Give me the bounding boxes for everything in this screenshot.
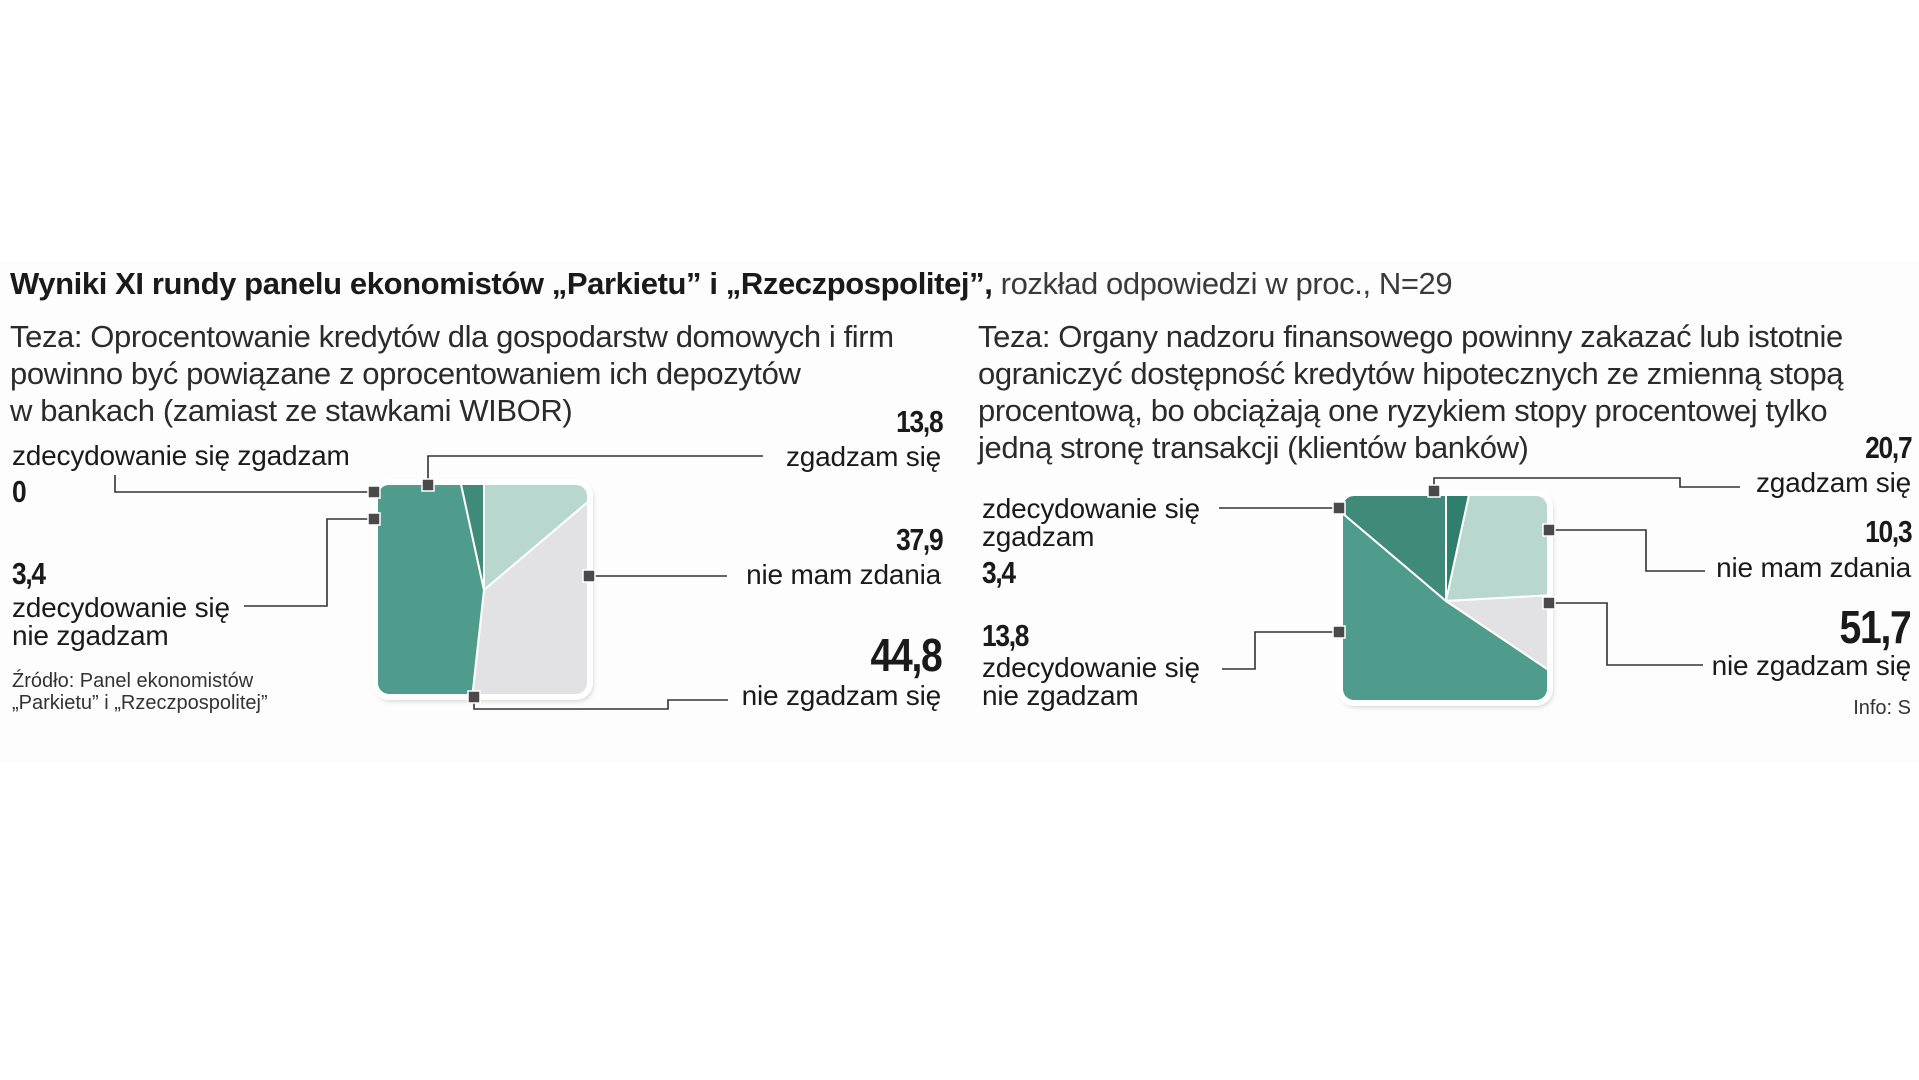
left-leader-disagree-marker (468, 691, 480, 703)
source-line: „Parkietu” i „Rzeczpospolitej” (12, 692, 268, 714)
right-leader-strongly-disagree-marker (1333, 626, 1345, 638)
left-label-strongly-disagree-1: zdecydowanie się (12, 592, 230, 623)
subtitle-text: rozkład odpowiedzi w proc., N=29 (1000, 266, 1453, 301)
right-leader-no-opinion-marker (1543, 524, 1555, 536)
right-label-strongly-disagree-2: nie zgadzam (982, 680, 1139, 711)
right-value-strongly-disagree: 13,8 (982, 618, 1029, 653)
left-leader-agree-marker (422, 479, 434, 491)
left-slice-agree (484, 0, 942, 590)
source-note (12, 670, 268, 714)
right-leader-disagree-marker (1543, 597, 1555, 609)
info-credit: Info: S (1853, 697, 1911, 719)
left-slice-disagree (0, 4, 484, 1080)
left-label-disagree: nie zgadzam się (741, 680, 941, 711)
left-label-strongly-disagree-2: nie zgadzam (12, 620, 169, 651)
left-value-disagree: 44,8 (870, 629, 942, 681)
right-label-agree: zgadzam się (1756, 467, 1911, 498)
right-leader-strongly-disagree-line (1222, 632, 1339, 669)
right-value-no-opinion: 10,3 (1864, 514, 1911, 549)
left-thesis-line: w bankach (zamiast ze stawkami WIBOR) (10, 393, 573, 428)
right-thesis-line: jedną stronę transakcji (klientów banków) (978, 430, 1529, 465)
left-label-strongly-agree: zdecydowanie się zgadzam (12, 440, 350, 471)
right-label-strongly-agree-1: zdecydowanie się (982, 493, 1200, 524)
title-text: Wyniki XI rundy panelu ekonomistów „Parkietu” i „Rzeczpospolitej”, (10, 266, 993, 301)
right-leader-agree-line (1434, 478, 1740, 491)
right-thesis-line: procentową, bo obciążają one ryzykiem stopy procentowej tylko (978, 393, 1828, 428)
right-leader-disagree-line (1549, 603, 1703, 665)
left-value-agree: 13,8 (895, 404, 942, 439)
right-thesis-line: ograniczyć dostępność kredytów hipotecznych ze zmienną stopą (978, 356, 1844, 391)
right-value-agree: 20,7 (1864, 430, 1911, 465)
left-leader-strongly-disagree-line (244, 519, 374, 606)
left-leader-no-opinion-marker (583, 570, 595, 582)
right-leader-no-opinion-line (1549, 530, 1705, 571)
left-value-strongly-disagree: 3,4 (12, 556, 45, 591)
left-leader-strongly-disagree-marker (368, 513, 380, 525)
right-slice-agree (1446, 15, 1919, 601)
left-thesis-line: powinno być powiązane z oprocentowaniem ich depozytów (10, 356, 801, 391)
left-value-strongly-agree: 0 (12, 474, 26, 509)
left-leader-strongly-agree-line (115, 475, 374, 492)
right-leader-agree-marker (1428, 485, 1440, 497)
right-label-no-opinion: nie mam zdania (1716, 552, 1911, 583)
left-label-no-opinion: nie mam zdania (746, 559, 941, 590)
source-line: Źródło: Panel ekonomistów (12, 670, 254, 692)
right-leader-strongly-agree-marker (1333, 502, 1345, 514)
left-leader-strongly-agree-marker (368, 486, 380, 498)
right-label-disagree: nie zgadzam się (1711, 650, 1911, 681)
right-label-strongly-agree-2: zgadzam (982, 521, 1095, 552)
right-label-strongly-disagree-1: zdecydowanie się (982, 652, 1200, 683)
left-value-no-opinion: 37,9 (895, 522, 942, 557)
right-thesis-line: Teza: Organy nadzoru finansowego powinny zakazać lub istotnie (978, 319, 1843, 354)
right-value-disagree: 51,7 (1839, 601, 1911, 653)
right-value-strongly-agree: 3,4 (982, 555, 1015, 590)
left-label-agree: zgadzam się (786, 441, 941, 472)
left-thesis-line: Teza: Oprocentowanie kredytów dla gospodarstw domowych i firm (10, 319, 894, 354)
